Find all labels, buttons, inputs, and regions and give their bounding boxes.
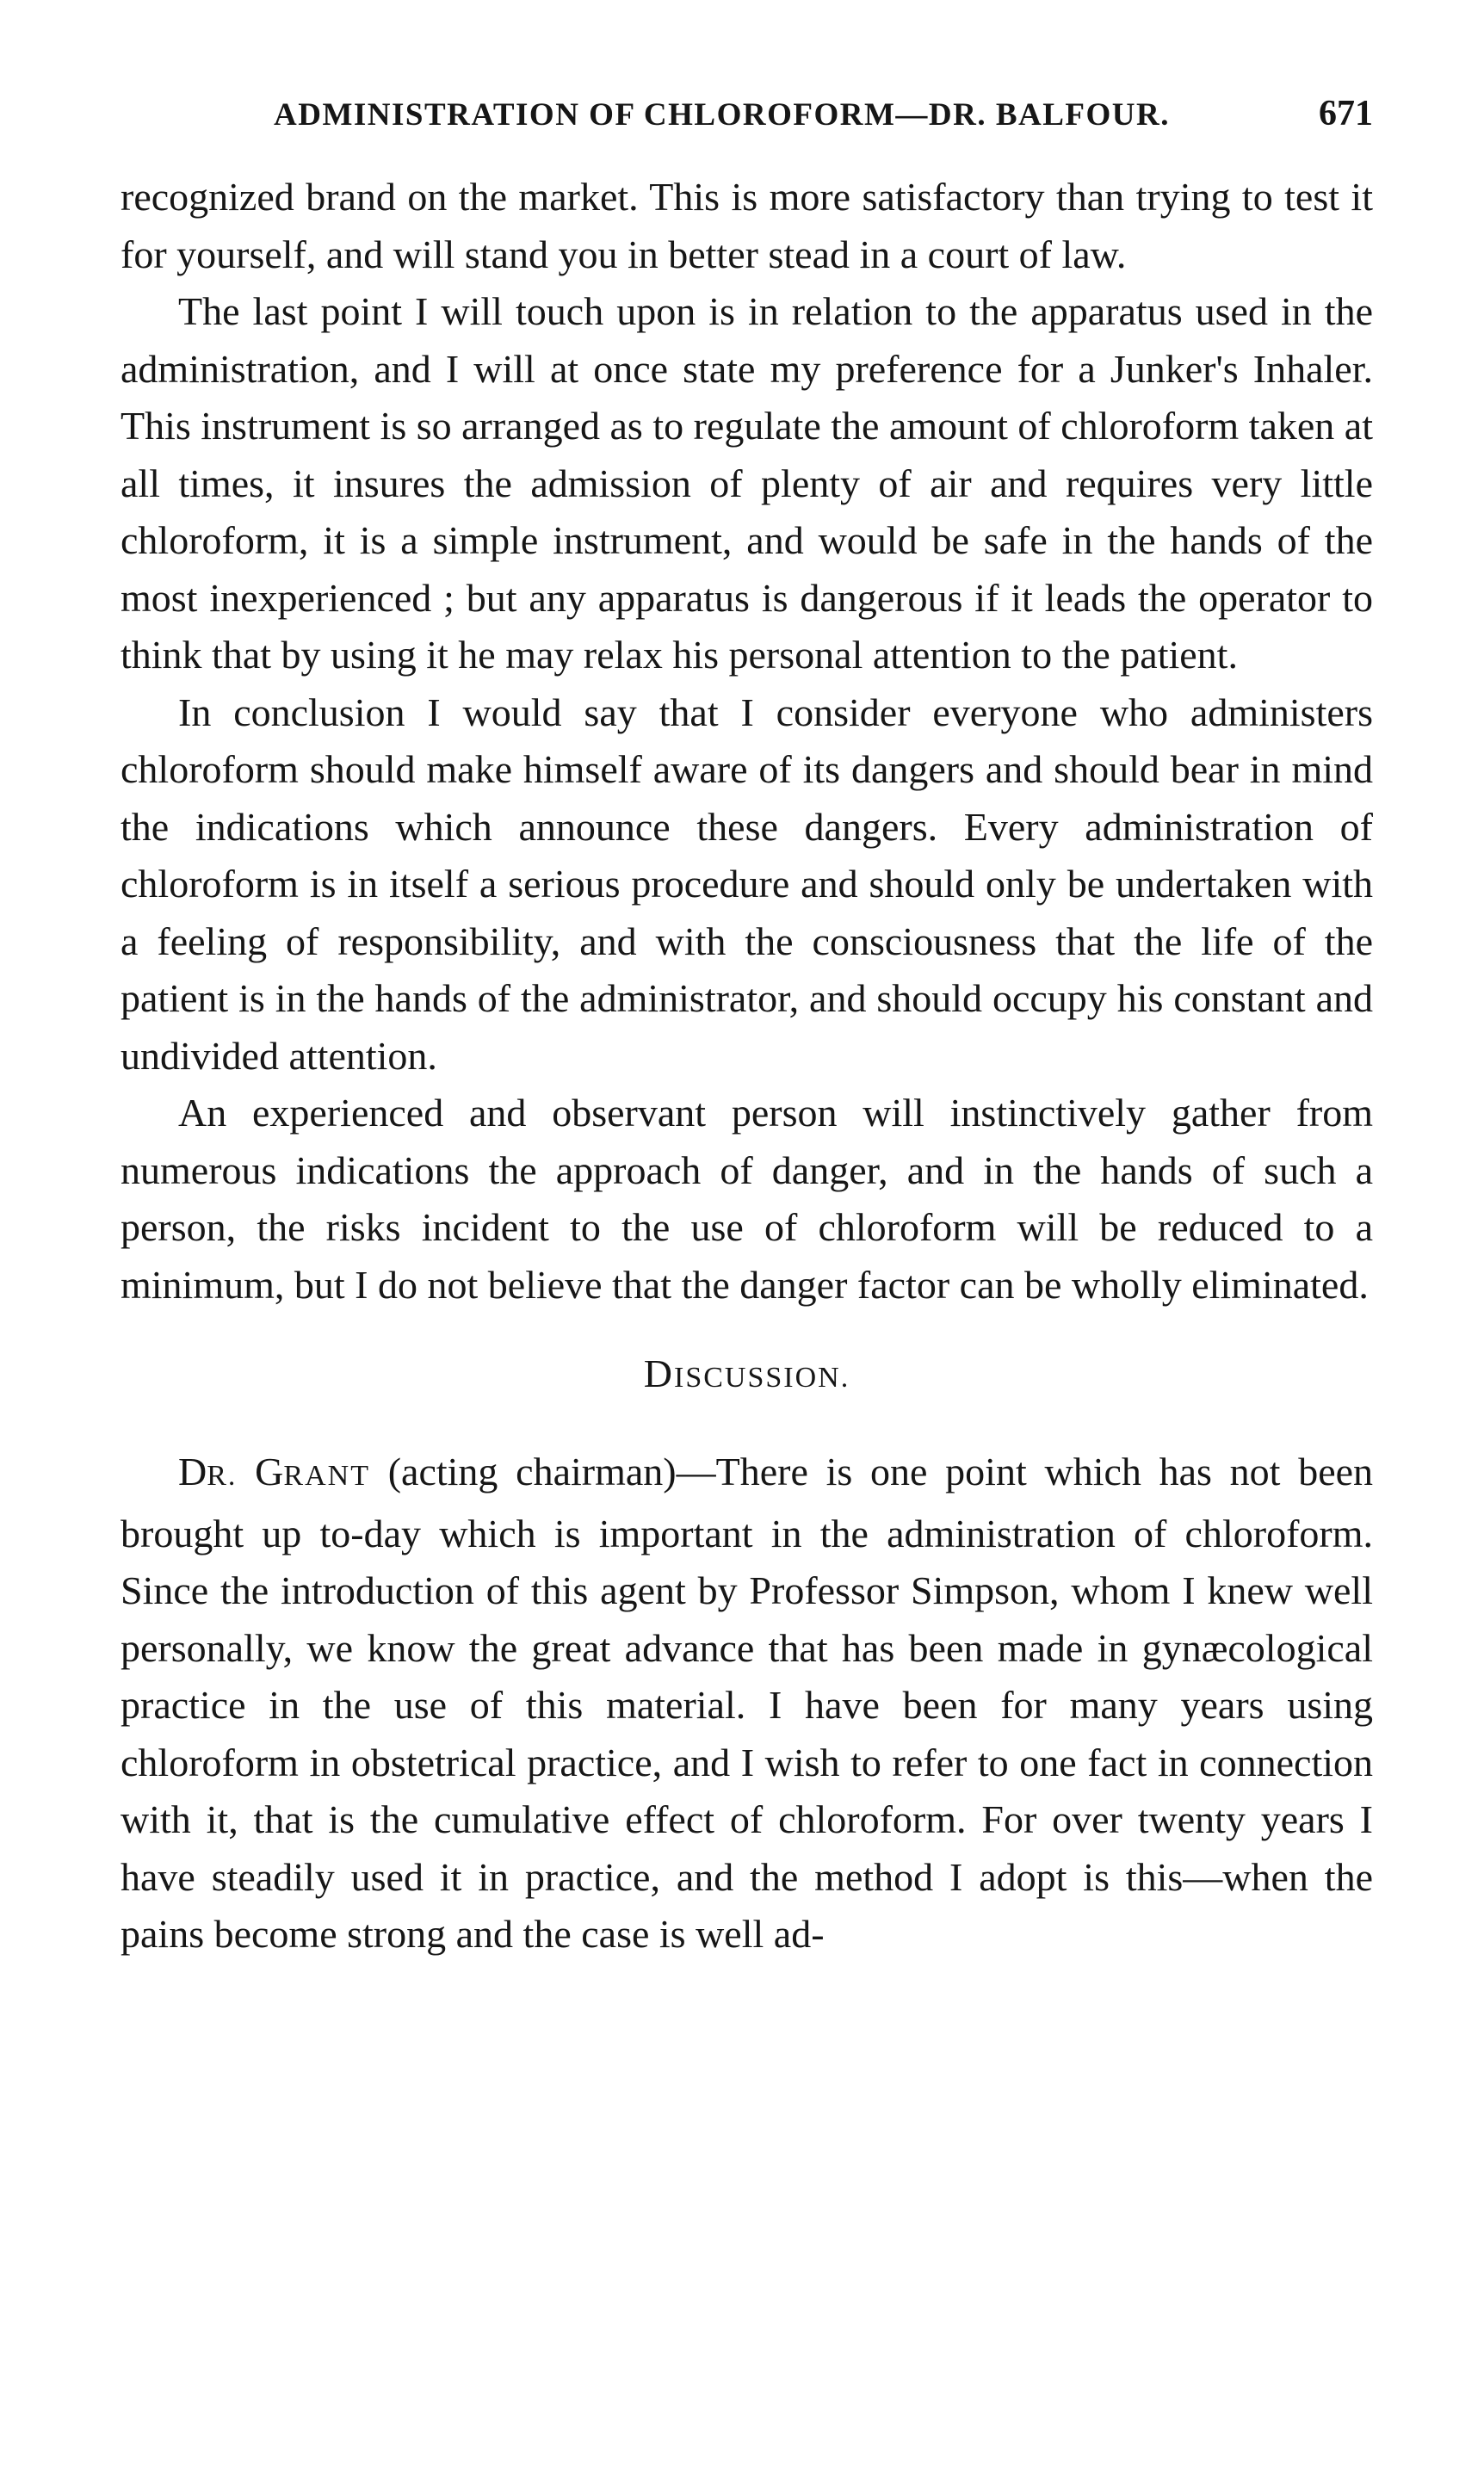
paragraph-continued: recognized brand on the market. This is more satisfactory than trying to test it for yourself, and will stand you in better stead in a court of law. (121, 175, 1373, 276)
section-heading-discussion (121, 1350, 1373, 1402)
speaker-initial: D (178, 1450, 207, 1493)
paragraph-discussion (121, 1444, 1373, 1963)
discussion-text: (acting chairman)—There is one point which has not been brought up to-day which is important in the administration of chloroform. Since the introduction of this agent by Professor Simpson, whom I knew well personally, we know the great advance that has been made in gynæcological practice in the use of this material. I have been for many years using chloroform in obstetrical practice, and I wish to refer to one fact in connection with it, that is the cumulative effect of chloroform. For over twenty years I have steadily used it in practice, and the method I adopt is this—when the pains become strong and the case is well ad- (121, 1450, 1374, 1956)
speaker-name: RANT (283, 1460, 370, 1492)
page-header (121, 96, 1373, 148)
speaker-name-initial: G (255, 1450, 284, 1493)
heading-rest: ISCUSSION. (674, 1362, 850, 1394)
paragraph-apparatus: The last point I will touch upon is in relation to the apparatus used in the administration, and I will at once state my preference for a Junker's Inhaler. This instrument is so arranged as to regulate the amount of chloroform taken at all times, it insures the admission of plenty of air and requires very little chloroform, it is a simple instrument, and would be safe in the hands of the most inexperienced ; but any apparatus is dangerous if it leads the operator to think that by using it he may relax his personal attention to the patient. (121, 289, 1373, 677)
paragraph-danger-factor: An experienced and observant person will instinctively gather from numerous indications the approach of danger, and in the hands of such a person, the risks incident to the use of chloroform will be reduced to a minimum, but I do not believe that the danger factor can be wholly eliminated. (121, 1091, 1373, 1307)
heading-initial: D (643, 1351, 674, 1395)
speaker-title: R. (207, 1460, 238, 1492)
running-head: ADMINISTRATION OF CHLOROFORM—DR. BALFOUR. (274, 97, 1170, 133)
paragraph-conclusion: In conclusion I would say that I consider everyone who administers chloroform should make himself aware of its dangers and should bear in mind the indications which announce these dangers. Every administration of chloroform is in itself a serious procedure and should only be undertaken with a feeling of responsibility, and with the consciousness that the life of the patient is in the hands of the administrator, and should occupy his constant and undivided attention. (121, 690, 1373, 1078)
page-body (121, 169, 1373, 1963)
page-number: 671 (1319, 94, 1373, 133)
